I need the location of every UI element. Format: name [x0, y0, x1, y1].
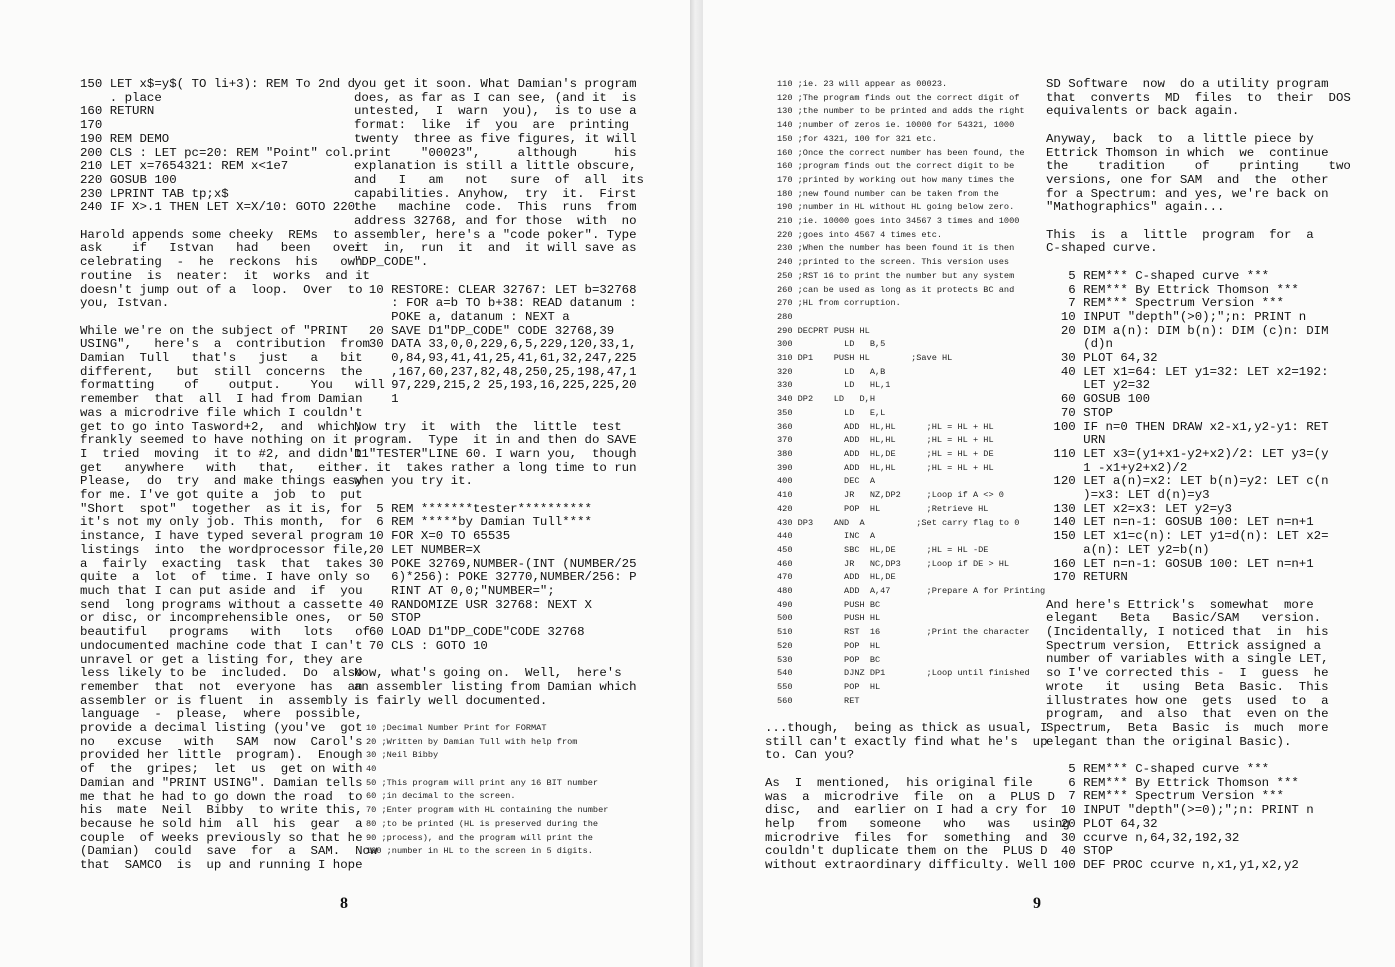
text-line: 290 DECPRT PUSH HL — [777, 325, 870, 336]
text-line: does, as far as I can see, (and it is — [354, 90, 637, 105]
text-line: 30 ccurve n,64,32,192,32 — [1046, 830, 1240, 845]
text-line: his mate Neil Bibby to write this, — [80, 803, 363, 818]
text-line: couple of weeks previously so that he — [80, 830, 363, 845]
text-line: the tradition of printing two — [1046, 159, 1351, 174]
text-line: 330 LD HL,1 — [777, 380, 891, 391]
text-line: less likely to be included. Do also — [80, 666, 363, 681]
text-line: program, and also that even on the — [1046, 707, 1329, 722]
text-line: 170 RETURN — [1046, 570, 1128, 585]
text-line: 190 ;number in HL without HL going below zero. — [777, 202, 1015, 213]
paragraph — [765, 721, 1048, 763]
text-line: "Short spot" together as it is, for — [80, 501, 363, 516]
text-line: 110 ;ie. 23 will appear as 00023. — [777, 79, 948, 89]
text-line: Damian Tull that's just a bit — [80, 351, 363, 366]
text-line: SD Software now do a utility program — [1046, 77, 1329, 91]
text-line: formatting of output. You will — [80, 378, 385, 393]
text-line: 450 SBC HL,DE ;HL = HL -DE — [777, 544, 989, 555]
text-line: unravel or get a listing for, they are — [80, 652, 363, 667]
text-line: 10 INPUT "depth"(>0);";n: PRINT n — [1046, 309, 1307, 324]
text-line: "Mathographics" again... — [1046, 200, 1225, 215]
text-line: 460 JR NC,DP3 ;Loop if DE > HL — [777, 558, 1010, 569]
text-line: ...though, being as thick as usual, I — [765, 721, 1048, 736]
text-line: 110 LET x3=(y1+x1-y2+x2)/2: LET y3=(y — [1046, 446, 1329, 461]
text-line: And here's Ettrick's somewhat more — [1046, 597, 1314, 612]
text-line: wrote it using Beta Basic. This — [1046, 679, 1329, 694]
text-line: 510 RST 16 ;Print the character — [777, 627, 1030, 638]
paragraph — [1046, 599, 1328, 750]
text-line: "DP_CODE". — [354, 255, 429, 270]
text-line: )=x3: LET d(n)=y3 — [1046, 488, 1210, 503]
text-line: 220 GOSUB 100 — [80, 172, 177, 187]
text-line: it in, run it and it will save as — [354, 241, 637, 256]
text-line: elegant Beta Basic/SAM version. — [1046, 611, 1322, 626]
text-line: Harold appends some cheeky REMs to — [80, 227, 348, 242]
paragraph — [354, 419, 637, 490]
text-line: 480 ADD A,47 ;Prepare A for Printing — [777, 586, 1046, 597]
text-line: 10 RESTORE: CLEAR 32767: LET b=32768 — [354, 282, 637, 297]
text-line: print "00023", although his — [354, 145, 637, 160]
text-line: 80 ;to be printed (HL is preserved during the — [366, 818, 599, 829]
text-line: 30 POKE 32769,NUMBER-(INT (NUMBER/25 — [354, 556, 637, 571]
text-line: the machine code. This runs from — [354, 200, 637, 215]
text-line: URN — [1046, 433, 1106, 448]
text-line: 470 ADD HL,DE — [777, 572, 896, 583]
text-line: 250 ;RST 16 to print the number but any system — [777, 270, 1015, 281]
text-line: - it takes rather a long time to run — [354, 460, 637, 475]
text-line: 40 LET x1=64: LET y1=32: LET x2=192: — [1046, 364, 1329, 379]
text-line: 20 LET NUMBER=X — [354, 542, 481, 557]
text-line: 130 LET x2=x3: LET y2=y3 — [1046, 501, 1232, 516]
text-line: : FOR a=b TO b+38: READ datanum : — [354, 296, 637, 311]
text-line: D1"TESTER"LINE 60. I warn you, though — [354, 446, 637, 461]
page-number: 8 — [340, 895, 348, 912]
text-line: 90 ;process), and the program will print the — [366, 832, 593, 843]
assembler-listing — [354, 722, 628, 859]
text-line: help from someone who was using — [765, 816, 1070, 831]
text-line: 40 STOP — [1046, 844, 1113, 859]
text-line: RINT AT 0,0;"NUMBER="; — [354, 583, 555, 598]
text-line: 230 ;When the number has been found it is then — [777, 243, 1015, 254]
text-line: LET y2=32 — [1046, 378, 1151, 393]
text-line: 6 REM *****by Damian Tull**** — [354, 515, 592, 530]
text-line: 320 LD A,B — [777, 366, 886, 377]
text-line: 100 ;number in HL to the screen in 5 digits. — [366, 846, 593, 857]
text-line: 420 POP HL ;Retrieve HL — [777, 503, 989, 514]
text-line: Now, what's going on. Well, here's — [354, 666, 622, 681]
text-line: 150 LET x$=y$( TO li+3): REM To 2nd d — [80, 77, 356, 91]
paragraph — [765, 775, 1070, 873]
right-column-1 — [765, 78, 1070, 873]
text-line: elegant than the original Basic). — [1046, 734, 1292, 749]
text-line: 30 ;Neil Bibby — [366, 750, 439, 761]
text-line: of the gripes; let us get on with — [80, 762, 363, 777]
text-line: (Incidentally, I noticed that in his — [1046, 625, 1329, 640]
text-line: 130 ;the number to be printed and adds the right — [777, 106, 1025, 117]
text-line: 0,84,93,41,41,25,41,61,32,247,225 — [354, 351, 637, 366]
text-line: I tried moving it to #2, and didn't — [80, 446, 363, 461]
text-line: This is a little program for a — [1046, 227, 1314, 242]
text-line: versions, one for SAM and the other — [1046, 172, 1329, 187]
text-line: 370 ADD HL,HL ;HL = HL + HL — [777, 435, 994, 446]
text-line: USING", here's a contribution from — [80, 337, 370, 352]
text-line: Ettrick Thomson in which we continue — [1046, 145, 1329, 160]
right-page — [703, 0, 1395, 967]
paragraph — [1046, 229, 1328, 256]
text-line: 1 -x1+y2+x2)/2 — [1046, 460, 1188, 475]
text-line: couldn't duplicate them on the PLUS D — [765, 844, 1048, 859]
text-line: Please, do try and make things easy — [80, 474, 363, 489]
text-line: 180 ;new found number can be taken from the — [777, 188, 999, 199]
text-line: 70 ;Enter program with HL containing the number — [366, 805, 609, 816]
text-line: different, but still concerns the — [80, 364, 363, 379]
text-line: assembler, here's a "code poker". Type — [354, 227, 637, 242]
text-line: you get it soon. What Damian's program — [354, 77, 637, 91]
text-line: 440 INC A — [777, 531, 875, 542]
text-line: microdrive files for something and — [765, 830, 1048, 845]
text-line: instance, I have typed several program — [80, 529, 363, 544]
text-line: a(n): LET y2=b(n) — [1046, 542, 1210, 557]
text-line: 100 DEF PROC ccurve n,x1,y1,x2,y2 — [1046, 858, 1299, 872]
listing-c-curve-beta — [1046, 763, 1328, 873]
text-line: 240 IF X>.1 THEN LET X=X/10: GOTO 220 — [80, 200, 356, 215]
text-line: no excuse with SAM now Carol's — [80, 734, 363, 749]
text-line: capabilities. Anyhow, try it. First — [354, 186, 637, 201]
text-line: is fairly well documented. — [354, 693, 548, 708]
paragraph — [354, 666, 637, 708]
text-line: assembler or is fluent in assembly — [80, 693, 348, 708]
text-line: 1 — [354, 392, 399, 407]
text-line: was a microdrive file which I couldn't — [80, 405, 363, 420]
text-line: 97,229,215,2 25,193,16,225,225,20 — [354, 378, 637, 393]
text-line: 490 PUSH BC — [777, 599, 881, 610]
text-line: 40 — [366, 764, 377, 775]
text-line: for me. I've got quite a job to put — [80, 488, 363, 503]
text-line: an assembler listing from Damian which — [354, 679, 637, 694]
text-line: 120 LET a(n)=x2: LET b(n)=y2: LET c(n — [1046, 474, 1329, 489]
text-line: without extraordinary difficulty. Well — [765, 858, 1048, 873]
text-line: 210 ;ie. 10000 goes into 34567 3 times and 1000 — [777, 216, 1020, 227]
text-line: 5 REM *******tester********** — [354, 501, 592, 516]
text-line: 70 STOP — [1046, 405, 1113, 420]
text-line: number of variables with a single LET, — [1046, 652, 1329, 667]
text-line: 20 DIM a(n): DIM b(n): DIM (c)n: DIM — [1046, 323, 1329, 338]
text-line: 190 REM DEMO — [80, 131, 170, 146]
text-line: 6 REM*** By Ettrick Thomson *** — [1046, 775, 1299, 790]
text-line: doesn't jump out of a loop. Over to — [80, 282, 363, 297]
paragraph — [80, 227, 370, 311]
text-line: me that he had to go down the road to — [80, 789, 363, 804]
page-number: 9 — [1033, 895, 1041, 912]
text-line: 540 DJNZ DP1 ;Loop until finished — [777, 668, 1030, 679]
text-line: C-shaped curve. — [1046, 241, 1158, 256]
text-line: 550 POP HL — [777, 681, 881, 692]
text-line: Now try it with the little test — [354, 419, 622, 434]
text-line: 70 CLS : GOTO 10 — [354, 638, 488, 653]
text-line: 210 LET x=7654321: REM x<1e7 — [80, 159, 289, 174]
text-line: language - please, where possible, — [80, 707, 363, 722]
text-line: frankly seemed to have nothing on it - — [80, 433, 363, 448]
text-line: Spectrum, Beta Basic is much more — [1046, 720, 1329, 735]
assembler-listing — [765, 78, 1046, 708]
text-line: beautiful programs with lots of — [80, 625, 370, 640]
text-line: was a microdrive file on a PLUS D — [765, 789, 1055, 804]
text-line: that SAMCO is up and running I hope — [80, 858, 363, 873]
text-line: remember that not everyone has an — [80, 679, 363, 694]
listing-print-using — [80, 77, 356, 215]
text-line: 100 IF n=0 THEN DRAW x2-x1,y2-y1: RET — [1046, 419, 1329, 434]
text-line: 220 ;goes into 4567 4 times etc. — [777, 229, 943, 240]
text-line: 6)*256): POKE 32770,NUMBER/256: P — [354, 570, 637, 585]
listing-tester — [354, 501, 637, 654]
text-line: 60 ;in decimal to the screen. — [366, 791, 516, 802]
text-line: 560 RET — [777, 695, 860, 706]
text-line: explanation is still a little obscure, — [354, 159, 637, 174]
text-line: 160 RETURN — [80, 104, 155, 119]
text-line: 400 DEC A — [777, 476, 875, 487]
text-line: 7 REM*** Spectrum Version *** — [1046, 296, 1284, 311]
text-line: 150 LET x1=c(n): LET y1=d(n): LET x2= — [1046, 529, 1329, 544]
text-line: and I am not sure of all its — [354, 172, 644, 187]
text-line: 20 ;Written by Damian Tull with help from — [366, 736, 578, 747]
text-line: 30 PLOT 64,32 — [1046, 351, 1158, 366]
text-line: format: like if you are printing — [354, 118, 630, 133]
text-line: program. Type it in and then do SAVE — [354, 433, 637, 448]
text-line: 230 LPRINT TAB tp;x$ — [80, 186, 229, 201]
text-line: or disc, or incomprehensible ones, or — [80, 611, 363, 626]
text-line: 260 ;can be used as long as it protects BC and — [777, 284, 1015, 295]
text-line: get to go into Tasword+2, and which, — [80, 419, 363, 434]
text-line: POKE a, datanum : NEXT a — [354, 309, 570, 324]
text-line: 30 DATA 33,0,0,229,6,5,229,120,33,1, — [354, 337, 637, 352]
text-line: untested, I warn you), is to use a — [354, 104, 637, 119]
text-line: 410 JR NZ,DP2 ;Loop if A <> 0 — [777, 490, 1004, 501]
paragraph — [1046, 77, 1351, 119]
text-line: 140 LET n=n-1: GOSUB 100: LET n=n+1 — [1046, 515, 1314, 530]
text-line: Spectrum version, Ettrick assigned a — [1046, 638, 1322, 653]
text-line: 40 RANDOMIZE USR 32768: NEXT X — [354, 597, 592, 612]
text-line: to. Can you? — [765, 748, 855, 763]
text-line: While we're on the subject of "PRINT — [80, 323, 348, 338]
text-line: 60 LOAD D1"DP_CODE"CODE 32768 — [354, 625, 585, 640]
text-line: 6 REM*** By Ettrick Thomson *** — [1046, 282, 1299, 297]
text-line: 390 ADD HL,HL ;HL = HL + HL — [777, 462, 994, 473]
text-line: illustrates how one gets used to a — [1046, 693, 1329, 708]
text-line: 140 ;number of zeros ie. 10000 for 54321, 1000 — [777, 120, 1015, 131]
text-line: 160 ;program finds out the correct digit to be — [777, 161, 1015, 172]
left-column-2 — [354, 77, 644, 859]
text-line: 160 LET n=n-1: GOSUB 100: LET n=n+1 — [1046, 556, 1314, 571]
book-gutter — [690, 0, 703, 967]
text-line: ,167,60,237,82,48,250,25,198,47,1 — [354, 364, 637, 379]
text-line: 120 ;The program finds out the correct digit of — [777, 92, 1020, 103]
text-line: provide a decimal listing (you've got — [80, 721, 363, 736]
text-line: . place — [80, 90, 162, 105]
text-line: 340 DP2 LD D,H — [777, 394, 875, 405]
left-column-1 — [80, 77, 385, 873]
text-line: 10 ;Decimal Number Print for FORMAT — [366, 722, 547, 733]
text-line: 280 — [777, 311, 793, 322]
text-line: 50 ;This program will print any 16 BIT number — [366, 777, 599, 788]
text-line: 350 LD E,L — [777, 407, 886, 418]
text-line: 360 ADD HL,HL ;HL = HL + HL — [777, 421, 994, 432]
listing-code-poker — [354, 282, 637, 407]
text-line: As I mentioned, his original file — [765, 775, 1033, 790]
text-line: routine is neater: it works and it — [80, 268, 370, 283]
text-line: (Damian) could save for a SAM. Now — [80, 844, 378, 859]
text-line: 430 DP3 AND A ;Set carry flag to 0 — [777, 517, 1020, 528]
text-line: get anywhere with that, either. — [80, 460, 370, 475]
text-line: twenty three as five figures, it will — [354, 131, 637, 146]
text-line: Anyway, back to a little piece by — [1046, 131, 1314, 146]
text-line: much that I can put aside and if you — [80, 583, 363, 598]
text-line: 380 ADD HL,DE ;HL = HL + DE — [777, 448, 994, 459]
text-line: that converts MD files to their DOS — [1046, 90, 1351, 105]
text-line: listings into the wordprocessor file, — [80, 542, 370, 557]
text-line: disc, and earlier on I had a cry for — [765, 803, 1048, 818]
text-line: 20 PLOT 64,32 — [1046, 816, 1158, 831]
text-line: remember that all I had from Damian — [80, 392, 363, 407]
text-line: quite a lot of time. I have only so — [80, 570, 370, 585]
text-line: so I've corrected this - I guess he — [1046, 666, 1329, 681]
text-line: 520 POP HL — [777, 640, 881, 651]
left-page — [0, 0, 690, 967]
text-line: 20 SAVE D1"DP_CODE" CODE 32768,39 — [354, 323, 615, 338]
text-line: 50 STOP — [354, 611, 421, 626]
text-line: you, Istvan. — [80, 296, 170, 311]
text-line: still can't exactly find what he's up — [765, 734, 1048, 749]
paragraph — [1046, 131, 1351, 215]
text-line: (d)n — [1046, 337, 1113, 352]
listing-c-curve-spectrum — [1046, 270, 1328, 585]
text-line: when you try it. — [354, 474, 473, 489]
right-column-2 — [1046, 77, 1351, 873]
text-line: Damian and "PRINT USING". Damian tells — [80, 775, 363, 790]
text-line: send long programs without a cassette — [80, 597, 363, 612]
text-line: 240 ;printed to the screen. This version uses — [777, 257, 1010, 268]
text-line: 500 PUSH HL — [777, 613, 881, 624]
text-line: 310 DP1 PUSH HL ;Save HL — [777, 353, 953, 364]
text-line: 150 ;for 4321, 100 for 321 etc. — [777, 133, 937, 144]
text-line: 7 REM*** Spectrum Version *** — [1046, 789, 1284, 804]
text-line: 60 GOSUB 100 — [1046, 392, 1151, 407]
text-line: 530 POP BC — [777, 654, 881, 665]
text-line: 5 REM*** C-shaped curve *** — [1046, 762, 1270, 777]
text-line: 160 ;Once the correct number has been found, the — [777, 147, 1025, 158]
text-line: it's not my only job. This month, for — [80, 515, 363, 530]
text-line: equivalents or back again. — [1046, 104, 1240, 119]
text-line: provided her little program). Enough — [80, 748, 363, 763]
text-line: 200 CLS : LET pc=20: REM "Point" col. — [80, 145, 356, 160]
text-line: 300 LD B,5 — [777, 339, 886, 350]
text-line: 270 ;HL from corruption. — [777, 298, 901, 309]
text-line: celebrating - he reckons his own — [80, 255, 363, 270]
text-line: 10 FOR X=0 TO 65535 — [354, 529, 511, 544]
text-line: a fairly exacting task that takes — [80, 556, 363, 571]
text-line: undocumented machine code that I can't — [80, 638, 363, 653]
text-line: 10 INPUT "depth"(>=0);";n: PRINT n — [1046, 803, 1314, 818]
text-line: 170 — [80, 118, 103, 133]
paragraph — [354, 77, 644, 270]
text-line: address 32768, and for those with no — [354, 214, 637, 229]
text-line: 170 ;printed by working out how many times the — [777, 174, 1015, 185]
text-line: ask if Istvan had been over — [80, 241, 363, 256]
text-line: 5 REM*** C-shaped curve *** — [1046, 268, 1270, 283]
text-line: for a Spectrum: and yes, we're back on — [1046, 186, 1329, 201]
text-line: because he sold him all his gear a — [80, 816, 363, 831]
